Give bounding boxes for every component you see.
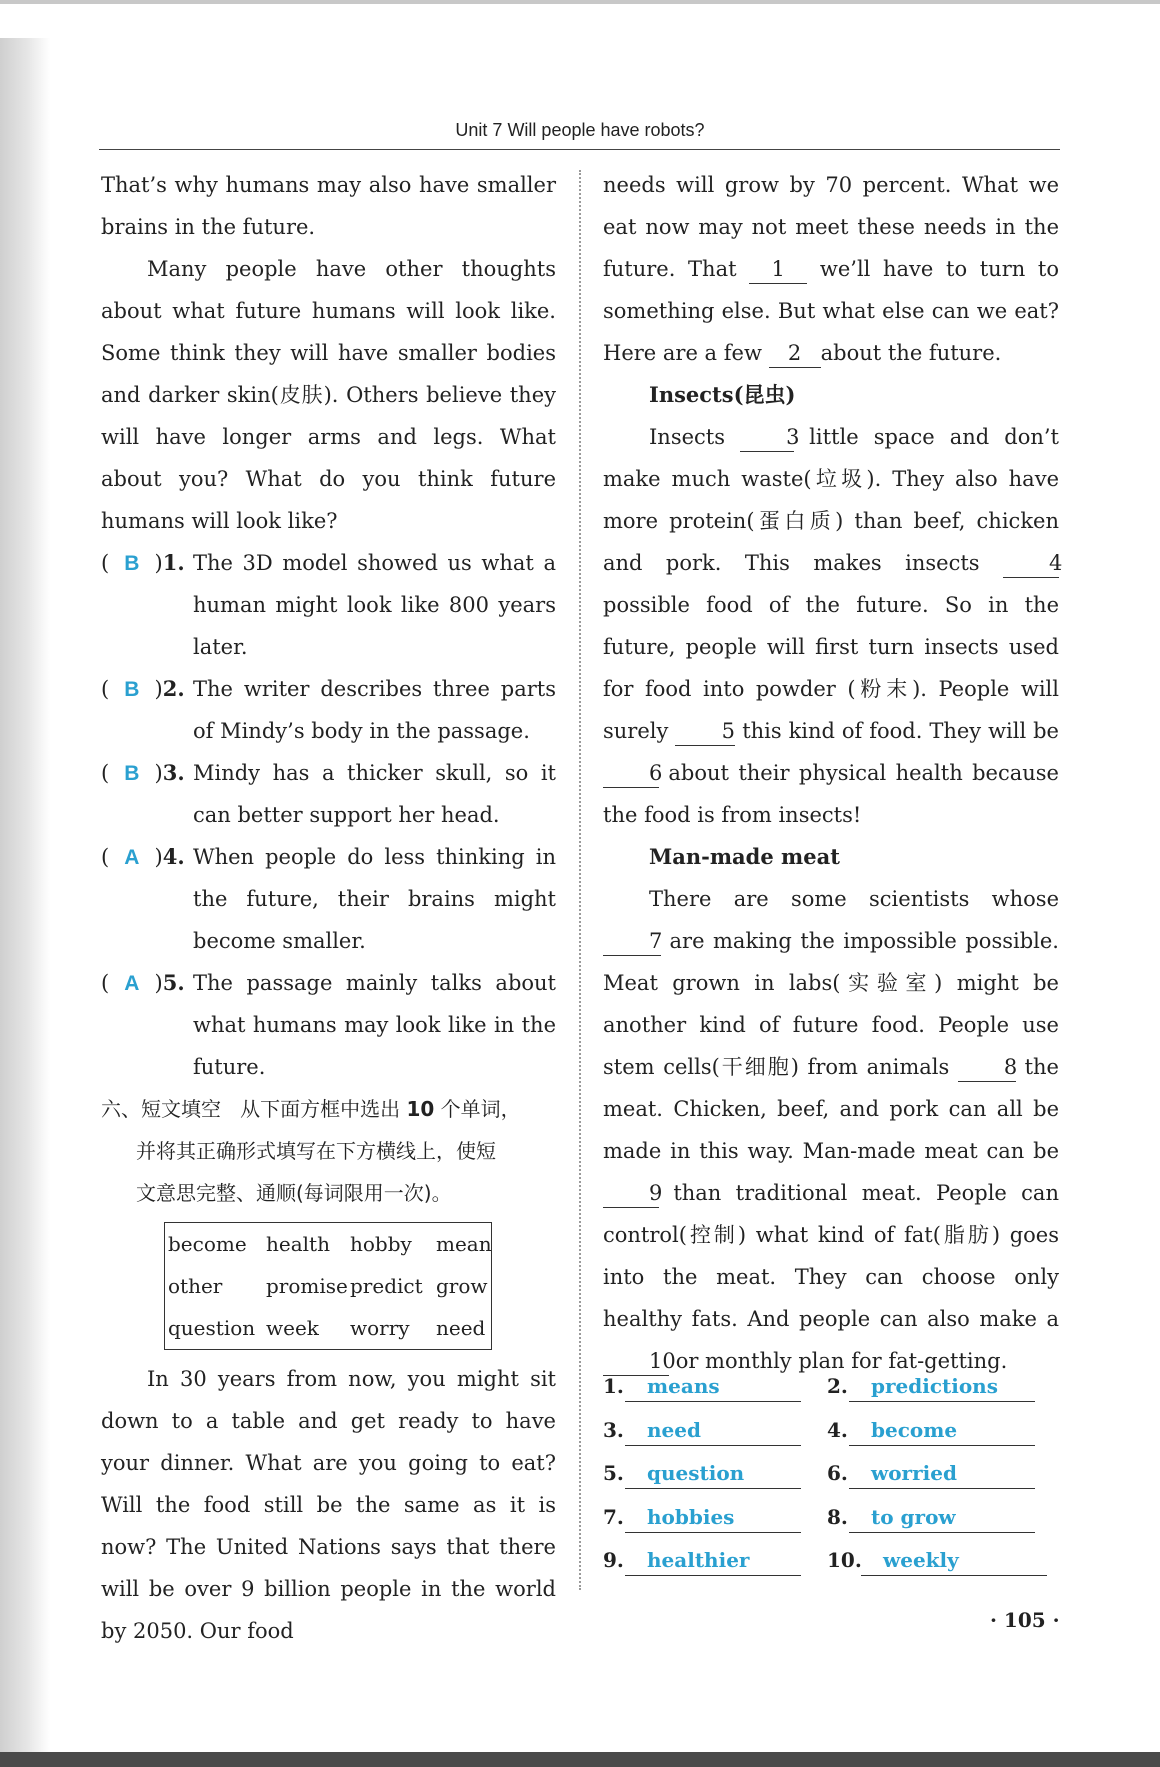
section-heading [101, 1088, 556, 1214]
word-box-word: hobby [350, 1232, 412, 1256]
section-label: 六、短文填空 [101, 1097, 221, 1121]
answer-item [827, 1458, 1051, 1502]
page-binding-shadow [0, 38, 50, 1767]
question-marker: ( A )4. [101, 836, 193, 962]
page-number: · 105 · [990, 1608, 1060, 1632]
right-paragraph-2 [603, 416, 1063, 836]
blank-2: 2 [769, 339, 821, 368]
question-item [101, 962, 556, 1088]
question-text: Mindy has a thicker skull, so it can better support her head. [193, 761, 556, 827]
answer-number: 5. [603, 1461, 624, 1485]
section-heading-line-3: 文意思完整、通顺(每词限用一次)。 [136, 1181, 452, 1205]
text-segment: or monthly plan for fat-getting. [675, 1349, 1008, 1373]
answer-value: predictions [849, 1371, 1035, 1402]
answer-value: need [625, 1415, 801, 1446]
question-text: The passage mainly talks about what humans may look like in the future. [193, 971, 556, 1079]
word-box-word: mean [436, 1232, 492, 1256]
left-paragraph-1: That’s why humans may also have smaller brains in the future. [101, 173, 556, 239]
answer-value: worried [849, 1458, 1035, 1489]
question-marker: ( A )5. [101, 962, 193, 1088]
answer-value: question [625, 1458, 801, 1489]
blank-8: 8 [958, 1053, 1016, 1082]
word-box-word: worry [350, 1316, 410, 1340]
answer-number: 7. [603, 1504, 624, 1529]
answer-number: 1. [603, 1374, 624, 1398]
section-heading-line-1 [101, 1088, 556, 1130]
question-item [101, 836, 556, 962]
word-box-word: predict [350, 1274, 423, 1298]
word-box-word: week [266, 1316, 319, 1340]
right-column [603, 164, 1063, 1382]
page-bottom-bar [0, 1752, 1160, 1767]
blank-4: 4 [1003, 549, 1059, 578]
answer-item [603, 1458, 827, 1502]
insects-heading: Insects(昆虫) [649, 382, 796, 407]
blank-10: 10 [603, 1347, 669, 1376]
word-box-word: question [168, 1316, 256, 1340]
answer-value: to grow [849, 1502, 1035, 1533]
answer-item [827, 1415, 1051, 1459]
answer-number: 3. [603, 1417, 624, 1442]
answer-item [827, 1502, 1051, 1546]
left-column [101, 164, 556, 1652]
answer-value: healthier [625, 1545, 801, 1576]
question-text: The 3D model showed us what a human might look like 800 years later. [193, 551, 556, 659]
question-item [101, 668, 556, 752]
word-box-word: grow [436, 1274, 488, 1298]
right-paragraph-1 [603, 164, 1059, 374]
answer-item [827, 1545, 1051, 1589]
word-box-word: become [168, 1232, 247, 1256]
answer-number: 8. [827, 1504, 848, 1529]
answer-value: weekly [861, 1545, 1047, 1576]
question-number: 1. [162, 550, 185, 575]
answer-grid [603, 1371, 1059, 1589]
question-number: 2. [162, 676, 185, 701]
section-instruction: 从下面方框中选出 [240, 1097, 401, 1121]
question-item [101, 752, 556, 836]
header-rule [99, 149, 1060, 150]
blank-9: 9 [603, 1179, 659, 1208]
answer-value: become [849, 1415, 1035, 1446]
question-marker: ( B )1. [101, 542, 193, 668]
man-made-meat-heading: Man-made meat [649, 844, 840, 869]
question-answer: B [124, 762, 140, 785]
blank-7: 7 [603, 927, 661, 956]
answer-number: 4. [827, 1417, 848, 1442]
text-segment: needs will grow by 70 percent. What we eat now may not meet these needs in the future. That [603, 173, 1059, 281]
answer-number: 6. [827, 1461, 848, 1485]
question-text: When people do less thinking in the future, their brains might become smaller. [193, 845, 556, 953]
blank-3: 3 [740, 423, 794, 452]
answer-number: 10. [827, 1548, 862, 1572]
word-box-word: promise [266, 1274, 348, 1298]
word-box [164, 1222, 492, 1350]
answer-item [603, 1415, 827, 1459]
right-paragraph-3 [603, 878, 1059, 1382]
answer-value: hobbies [625, 1502, 801, 1533]
question-number: 3. [162, 760, 185, 785]
section-heading-line-2: 并将其正确形式填写在下方横线上，使短 [136, 1139, 496, 1163]
column-divider [579, 170, 581, 1590]
answer-item [603, 1502, 827, 1546]
page-header-title: Unit 7 Will people have robots? [455, 120, 705, 140]
text-segment: are making the impossible possible. Meat grown in labs(实验室) might be another kind of future food. People use stem cells(干细胞) from animals [603, 929, 1059, 1079]
text-segment: the meat. Chicken, beef, and pork can all be made in this way. Man-made meat can be [603, 1055, 1059, 1163]
text-segment: this kind of food. They will be [742, 719, 1059, 743]
word-box-word: other [168, 1274, 223, 1298]
question-text: The writer describes three parts of Mindy’s body in the passage. [193, 677, 556, 743]
blank-1: 1 [749, 255, 807, 284]
blank-6: 6 [603, 759, 659, 788]
question-answer: A [124, 972, 140, 995]
left-paragraph-2: Many people have other thoughts about what future humans will look like. Some think they will have smaller bodies and darker skin(皮肤). Others believe they will have longer arms and legs. What about you? What do you think future humans will look like? [101, 257, 556, 533]
text-segment: than traditional meat. People can control(控制) what kind of fat(脂肪) goes into the meat. They can choose only healthy fats. And people can also make a [603, 1181, 1059, 1331]
question-marker: ( B )3. [101, 752, 193, 836]
text-segment: little space and don’t make much waste(垃圾). They also have more protein(蛋白质) than beef, chicken and pork. This makes insects [603, 425, 1059, 575]
question-answer: B [124, 678, 140, 701]
word-box-word: health [266, 1232, 330, 1256]
left-paragraph-3: In 30 years from now, you might sit down to a table and get ready to have your dinner. What are you going to eat? Will the food still be the same as it is now? The United Nations says that there will be over 9 billion people in the world by 2050. Our food [101, 1367, 556, 1643]
answer-number: 2. [827, 1374, 848, 1398]
question-number: 4. [162, 844, 185, 869]
text-segment: we’ll have to turn to something else. But what else can we eat? Here are a few [603, 257, 1059, 365]
section-instruction-end: 个单词， [440, 1097, 521, 1121]
section-word-count: 10 [406, 1097, 435, 1121]
answer-item [603, 1371, 827, 1415]
question-item [101, 542, 556, 668]
text-segment: about their physical health because the food is from insects! [603, 761, 1059, 827]
text-segment: Insects [649, 425, 726, 449]
answer-item [827, 1371, 1051, 1415]
text-segment: possible food of the future. So in the future, people will first turn insects used for food into powder (粉末). People will surely [603, 593, 1059, 743]
answer-value: means [625, 1371, 801, 1402]
question-marker: ( B )2. [101, 668, 193, 752]
question-answer: A [124, 846, 140, 869]
word-box-word: need [436, 1316, 486, 1340]
question-answer: B [124, 552, 140, 575]
answer-item [603, 1545, 827, 1589]
blank-5: 5 [675, 717, 735, 746]
text-segment: There are some scientists whose [649, 887, 1059, 911]
answer-number: 9. [603, 1548, 624, 1572]
text-segment: about the future. [820, 341, 1002, 365]
page-top-edge [0, 0, 1160, 4]
question-number: 5. [162, 970, 185, 995]
